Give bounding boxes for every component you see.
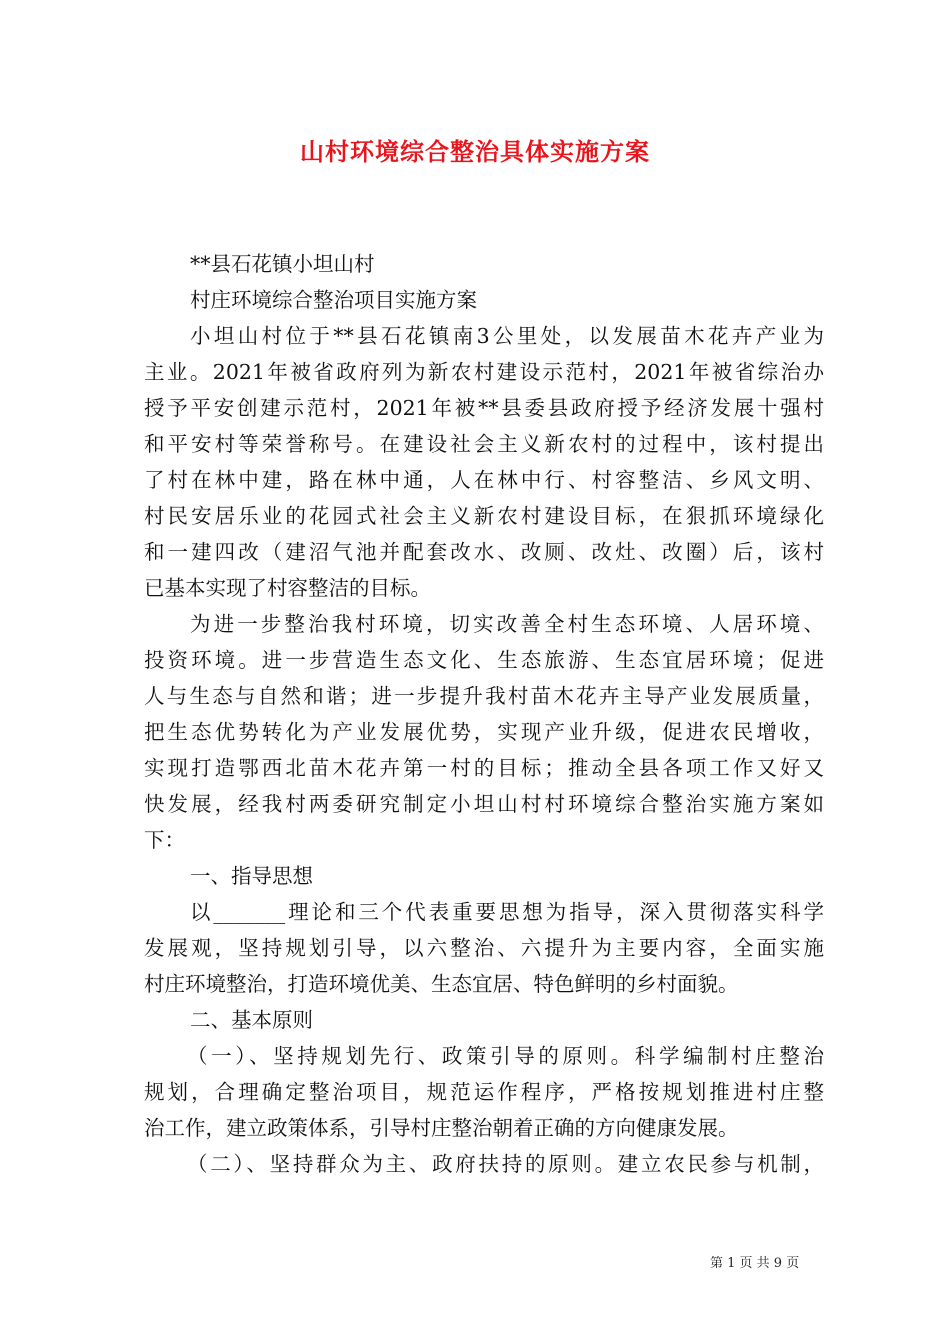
text-line: 小坦山村位于**县石花镇南3公里处，以发展苗木花卉产业为 xyxy=(190,324,824,348)
text-line: 授予平安创建示范村，2021年被**县委县政府授予经济发展十强村 xyxy=(144,396,824,420)
text-line: 村庄环境综合整治项目实施方案 xyxy=(190,288,477,312)
text-line: 人与生态与自然和谐；进一步提升我村苗木花卉主导产业发展质量， xyxy=(144,684,824,708)
text-line: 一、指导思想 xyxy=(190,864,313,888)
text-line: 二、基本原则 xyxy=(190,1008,313,1032)
text-line: 实现打造鄂西北苗木花卉第一村的目标；推动全县各项工作又好又 xyxy=(144,756,824,780)
text-line: 下： xyxy=(144,828,185,852)
text-line: 村庄环境整治，打造环境优美、生态宜居、特色鲜明的乡村面貌。 xyxy=(144,972,739,996)
text-line: 规划，合理确定整治项目，规范运作程序，严格按规划推进村庄整 xyxy=(144,1080,824,1104)
text-line: 投资环境。进一步营造生态文化、生态旅游、生态宜居环境；促进 xyxy=(144,648,824,672)
text-line: 以_______理论和三个代表重要思想为指导，深入贯彻落实科学 xyxy=(190,900,824,924)
text-line: 快发展，经我村两委研究制定小坦山村村环境综合整治实施方案如 xyxy=(144,792,824,816)
text-line: 和平安村等荣誉称号。在建设社会主义新农村的过程中，该村提出 xyxy=(144,432,824,456)
text-line: 主业。2021年被省政府列为新农村建设示范村，2021年被省综治办 xyxy=(144,360,824,384)
document-body xyxy=(144,246,824,1182)
text-line: （二）、坚持群众为主、政府扶持的原则。建立农民参与机制， xyxy=(187,1152,824,1176)
text-line: 和一建四改（建沼气池并配套改水、改厕、改灶、改圈）后，该村 xyxy=(144,540,824,564)
page-number: 第 1 页 共 9 页 xyxy=(710,1256,800,1271)
text-line: 了村在林中建，路在林中通，人在林中行、村容整洁、乡风文明、 xyxy=(144,468,824,492)
text-line: 治工作，建立政策体系，引导村庄整治朝着正确的方向健康发展。 xyxy=(144,1116,739,1140)
text-line: （一）、坚持规划先行、政策引导的原则。科学编制村庄整治 xyxy=(187,1044,824,1068)
text-line: **县石花镇小坦山村 xyxy=(190,252,375,276)
text-line: 把生态优势转化为产业发展优势，实现产业升级，促进农民增收， xyxy=(144,720,824,744)
text-line: 村民安居乐业的花园式社会主义新农村建设目标，在狠抓环境绿化 xyxy=(144,504,824,528)
text-line: 发展观，坚持规划引导，以六整治、六提升为主要内容，全面实施 xyxy=(144,936,824,960)
text-line: 已基本实现了村容整洁的目标。 xyxy=(144,576,431,600)
document-title: 山村环境综合整治具体实施方案 xyxy=(300,137,650,166)
text-line: 为进一步整治我村环境，切实改善全村生态环境、人居环境、 xyxy=(190,612,824,636)
